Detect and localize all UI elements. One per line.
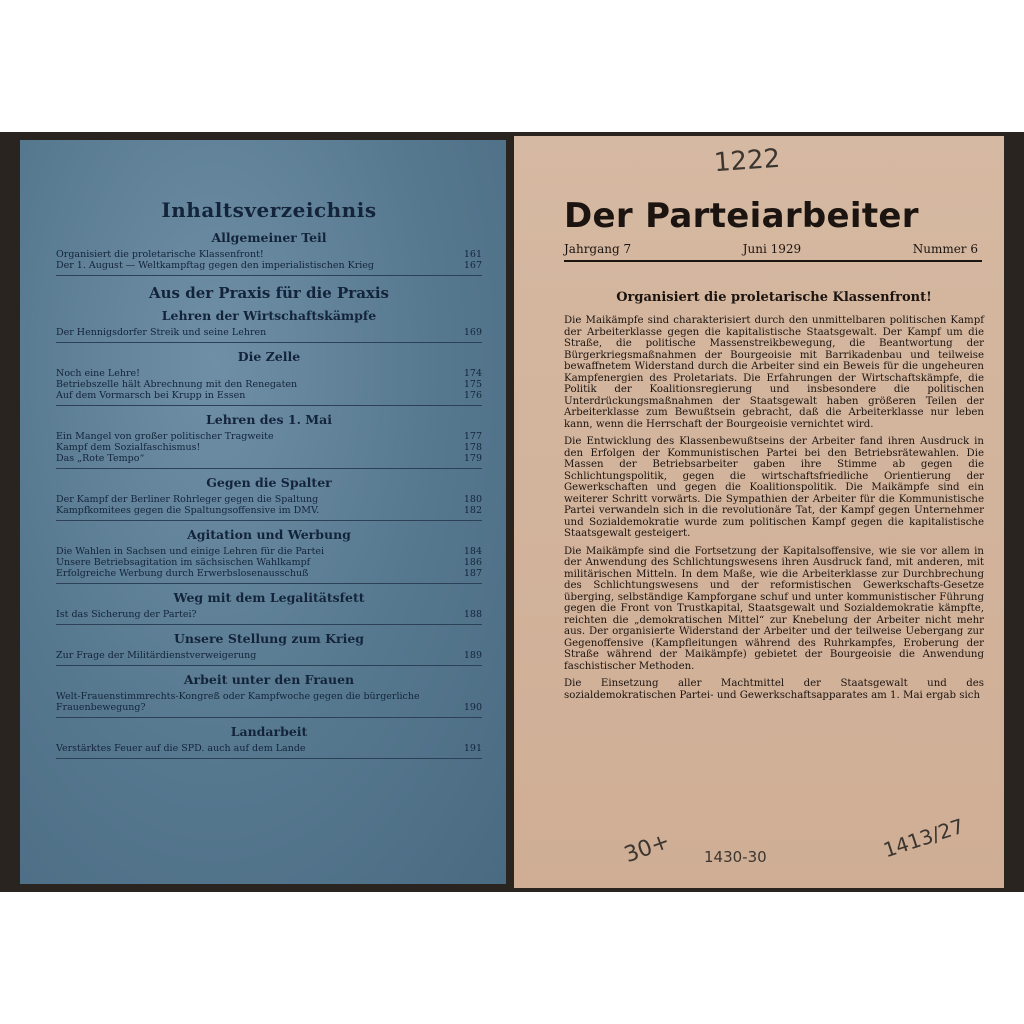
divider [56, 275, 482, 276]
divider [56, 468, 482, 469]
toc-entry-page: 177 [463, 431, 482, 442]
toc-entry-title: Der Hennigsdorfer Streik und seine Lehren [56, 327, 267, 338]
toc-entry-page: 188 [463, 609, 482, 620]
issue-date: Juni 1929 [742, 242, 802, 256]
toc-section-heading: Die Zelle [237, 349, 301, 364]
toc-entry-page: 187 [463, 568, 482, 579]
toc-entry-page: 175 [463, 379, 482, 390]
toc-section-heading: Unsere Stellung zum Krieg [173, 631, 365, 646]
article-paragraph: Die Maikämpfe sind charakterisiert durch den unmittelbaren politischen Kampf der Arbeiterklasse gegen die kapitalistische Staatsgewalt. Der Kampf um die Straße, die politische Massenstreikbewegung, die Beantwortung der Bürgerkriegsmaßnahmen der Bourgeoisie mit Barrikadenbau und teilweise bewaffnetem Widerstand durch die Arbeiter sind ein Beweis für die ungeheuren Kampfenergien des Proletariats. Die Erfahrungen der Wirtschaftskämpfe, die Politik der Koalitionsregierung und insbesondere die politischen Unterdrückungsmaßnahmen der Staatsgewalt haben größeren Teilen der Arbeiterklasse zum Bewußtsein gebracht, daß die Arbeiterklasse nur leben kann, wenn die Herrschaft der Bourgeoisie vernichtet wird. [564, 315, 984, 430]
toc-entry-title: Das „Rote Tempo“ [56, 453, 145, 464]
toc-entry-title: Betriebszelle hält Abrechnung mit den Renegaten [56, 379, 298, 390]
toc-entry [56, 691, 482, 713]
annotation-c: 1413/27 [880, 813, 967, 863]
toc-entry-page: 176 [463, 390, 482, 401]
toc-entry-title: Organisiert die proletarische Klassenfront! [56, 249, 264, 260]
toc-entry-page: 161 [463, 249, 482, 260]
toc-section-heading: Arbeit unter den Frauen [183, 672, 355, 687]
toc-entry [56, 390, 482, 401]
toc-entry [56, 494, 482, 505]
toc-entry-page: 179 [463, 453, 482, 464]
toc-entry-page: 174 [463, 368, 482, 379]
toc-entry-page: 169 [463, 327, 482, 338]
handwritten-number: 1222 [713, 143, 782, 179]
toc-entry [56, 368, 482, 379]
divider [56, 342, 482, 343]
annotation-b: 1430-30 [704, 848, 767, 866]
divider [56, 520, 482, 521]
masthead: Der Parteiarbeiter [564, 196, 919, 236]
article-paragraph: Die Entwicklung des Klassenbewußtseins der Arbeiter fand ihren Ausdruck in den Erfolgen der Kommunistischen Partei bei den Betriebsrätewahlen. Die Massen der Betriebsarbeiter gaben ihre Stimme ab gegen die Schlichtungspolitik, gegen die wirtschaftsfriedliche Orientierung der Gewerkschaften und gegen die Koalitionspolitik. Die Maikämpfe sind ein weiterer Schritt vorwärts. Die Sympathien der Arbeiter für die Kommunistische Partei verwandeln sich in die revolutionäre Tat, der Kampf gegen Unternehmer und Sozialdemokratie wurde zum politischen Kampf gegen die kapitalistische Staatsgewalt gesteigert. [564, 436, 984, 539]
volume-label: Jahrgang 7 [564, 242, 632, 256]
annotation-a: 30+ [621, 828, 674, 869]
article-paragraph: Die Einsetzung aller Machtmittel der Staatsgewalt und des sozialdemokratischen Partei- und Gewerkschaftsapparates am 1. Mai ergab sich [564, 678, 984, 701]
divider [56, 758, 482, 759]
toc-entry-title: Ein Mangel von großer politischer Tragweite [56, 431, 274, 442]
toc-entry-page: 190 [463, 702, 482, 713]
toc-entry [56, 379, 482, 390]
toc-entry [56, 260, 482, 271]
toc-entry-title: Der Kampf der Berliner Rohrleger gegen die Spaltung [56, 494, 319, 505]
toc-entry [56, 453, 482, 464]
toc-entry-title: Verstärktes Feuer auf die SPD. auch auf dem Lande [56, 743, 306, 754]
toc-entry [56, 609, 482, 620]
toc-entry-page: 189 [463, 650, 482, 661]
toc-entry-title: Welt-Frauenstimmrechts-Kongreß oder Kampfwoche gegen die bürgerliche Frauenbewegung? [56, 691, 420, 713]
toc-entry [56, 505, 482, 516]
toc-entry-title: Erfolgreiche Werbung durch Erwerbslosenausschuß [56, 568, 309, 579]
toc-entry-title: Die Wahlen in Sachsen und einige Lehren für die Partei [56, 546, 325, 557]
toc-entry-page: 186 [463, 557, 482, 568]
toc-entry [56, 568, 482, 579]
toc-entry [56, 743, 482, 754]
divider [56, 717, 482, 718]
toc-section-heading: Lehren der Wirtschaftskämpfe [161, 308, 377, 323]
divider [56, 665, 482, 666]
toc-entry-title: Kampfkomitees gegen die Spaltungsoffensive im DMV. [56, 505, 320, 516]
issue-meta [564, 236, 982, 262]
toc-section-heading: Landarbeit [230, 724, 308, 739]
toc-entry [56, 546, 482, 557]
toc-entry-title: Noch eine Lehre! [56, 368, 140, 379]
article-paragraph: Die Maikämpfe sind die Fortsetzung der Kapitalsoffensive, wie sie vor allem in der Anwendung des Schlichtungswesens ihren Ausdruck fand, mit anderen, mit militärischen Mitteln. In dem Maße, wie die Arbeiterklasse zur Durchbrechung des Schlichtungswesens und der reformistischen Gewerkschafts-Gesetze überging, selbständige Kampforgane schuf und unter kommunistischer Führung gegen die Front von Trustkapital, Staatsgewalt und Sozialdemokratie kämpfte, reichten die „demokratischen Mittel“ zur Knebelung der Arbeiter nicht mehr aus. Der organisierte Widerstand der Arbeiter und der teilweise Uebergang zur Gegenoffensive (Kampfleitungen während des Ruhrkampfes, Eroberung der Straße während der Maikämpfe) gebietet der Bourgeoisie die Anwendung faschistischer Methoden. [564, 545, 984, 672]
table-of-contents-page [20, 140, 506, 884]
toc-section-heading: Allgemeiner Teil [211, 230, 327, 245]
toc-entry-title: Unsere Betriebsagitation im sächsischen Wahlkampf [56, 557, 311, 568]
toc-entry-page: 184 [463, 546, 482, 557]
toc-entry-page: 182 [463, 505, 482, 516]
toc-entry-title: Der 1. August — Weltkampftag gegen den imperialistischen Krieg [56, 260, 375, 271]
issue-number: Nummer 6 [912, 242, 978, 256]
toc-entry-title: Zur Frage der Militärdienstverweigerung [56, 650, 257, 661]
divider [56, 624, 482, 625]
toc-entry [56, 431, 482, 442]
toc-entry-page: 191 [463, 743, 482, 754]
toc-entry [56, 557, 482, 568]
toc-entry [56, 249, 482, 260]
toc-entry-page: 180 [463, 494, 482, 505]
cover-page [514, 136, 1004, 888]
book-spread [0, 132, 1024, 892]
toc-list [56, 230, 482, 759]
article-headline: Organisiert die proletarische Klassenfront! [616, 290, 932, 305]
toc-entry-title: Auf dem Vormarsch bei Krupp in Essen [56, 390, 246, 401]
toc-section-heading: Lehren des 1. Mai [206, 412, 332, 427]
toc-section-heading: Gegen die Spalter [206, 475, 332, 490]
toc-section-heading: Weg mit dem Legalitätsfett [173, 590, 365, 605]
toc-entry [56, 650, 482, 661]
toc-section-heading: Aus der Praxis für die Praxis [149, 284, 389, 302]
toc-title: Inhaltsverzeichnis [161, 198, 377, 222]
toc-entry [56, 442, 482, 453]
toc-entry [56, 327, 482, 338]
toc-section-heading: Agitation und Werbung [187, 527, 351, 542]
toc-entry-page: 178 [463, 442, 482, 453]
divider [56, 583, 482, 584]
divider [56, 405, 482, 406]
toc-entry-page: 167 [463, 260, 482, 271]
toc-entry-title: Kampf dem Sozialfaschismus! [56, 442, 201, 453]
toc-entry-title: Ist das Sicherung der Partei? [56, 609, 197, 620]
